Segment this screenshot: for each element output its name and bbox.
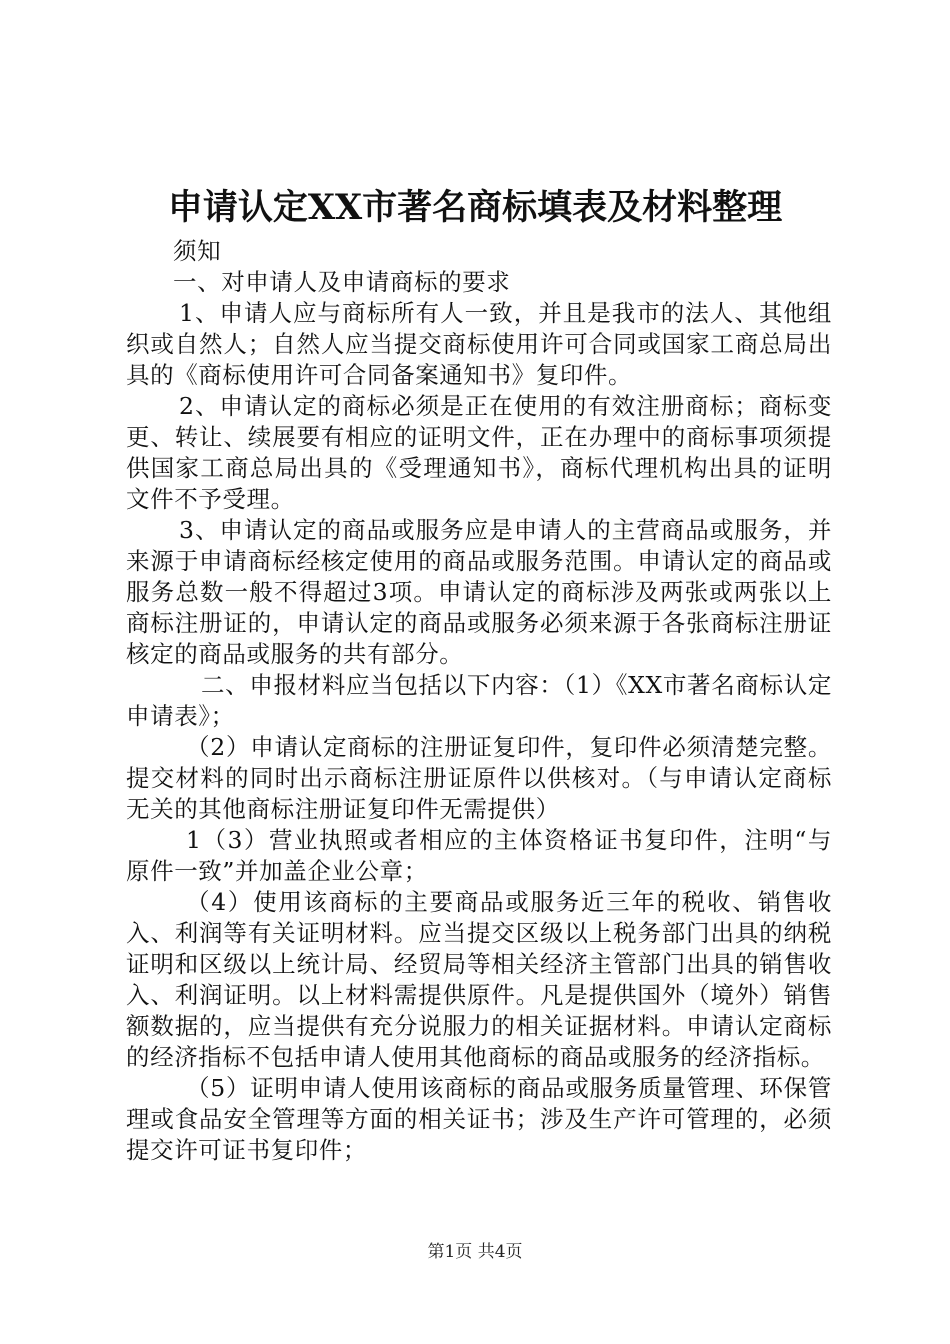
paragraph-material-3: 1（3）营业执照或者相应的主体资格证书复印件，注明“与原件一致”并加盖企业公章；	[126, 826, 832, 885]
paragraph-requirement-2: 2、申请认定的商标必须是正在使用的有效注册商标；商标变更、转让、续展要有相应的证明文件，正在办理中的商标事项须提供国家工商总局出具的《受理通知书》，商标代理机构出具的证明文件不予受理。	[126, 392, 832, 513]
document-body	[126, 236, 832, 1166]
paragraph-material-5: （5）证明申请人使用该商标的商品或服务质量管理、环保管理或食品安全管理等方面的相关证书；涉及生产许可管理的，必须提交许可证书复印件；	[126, 1074, 832, 1164]
paragraph-material-4: （4）使用该商标的主要商品或服务近三年的税收、销售收入、利润等有关证明材料。应当提交区级以上税务部门出具的纳税证明和区级以上统计局、经贸局等相关经济主管部门出具的销售收入、利润证明。以上材料需提供原件。凡是提供国外（境外）销售额数据的，应当提供有充分说服力的相关证据材料。申请认定商标的经济指标不包括申请人使用其他商标的商品或服务的经济指标。	[126, 888, 832, 1071]
paragraph-material-2: （2）申请认定商标的注册证复印件，复印件必须清楚完整。提交材料的同时出示商标注册证原件以供核对。（与申请认定商标无关的其他商标注册证复印件无需提供）	[126, 733, 832, 823]
document-title: 申请认定XX市著名商标填表及材料整理	[167, 187, 783, 228]
paragraph-section-one-heading: 一、对申请人及申请商标的要求	[173, 268, 511, 296]
paragraph-requirement-1: 1、申请人应与商标所有人一致，并且是我市的法人、其他组织或自然人；自然人应当提交商标使用许可合同或国家工商总局出具的《商标使用许可合同备案通知书》复印件。	[126, 299, 832, 389]
paragraph-section-two-heading: 二、申报材料应当包括以下内容：（1）《XX市著名商标认定申请表》；	[126, 671, 832, 730]
paragraph-notice-heading: 须知	[173, 237, 222, 265]
page-number-footer: 第1页 共4页	[427, 1242, 523, 1262]
paragraph-requirement-3: 3、申请认定的商品或服务应是申请人的主营商品或服务，并来源于申请商标经核定使用的商品或服务范围。申请认定的商品或服务总数一般不得超过3项。申请认定的商标涉及两张或两张以上商标注册证的，申请认定的商品或服务必须来源于各张商标注册证核定的商品或服务的共有部分。	[126, 516, 832, 668]
